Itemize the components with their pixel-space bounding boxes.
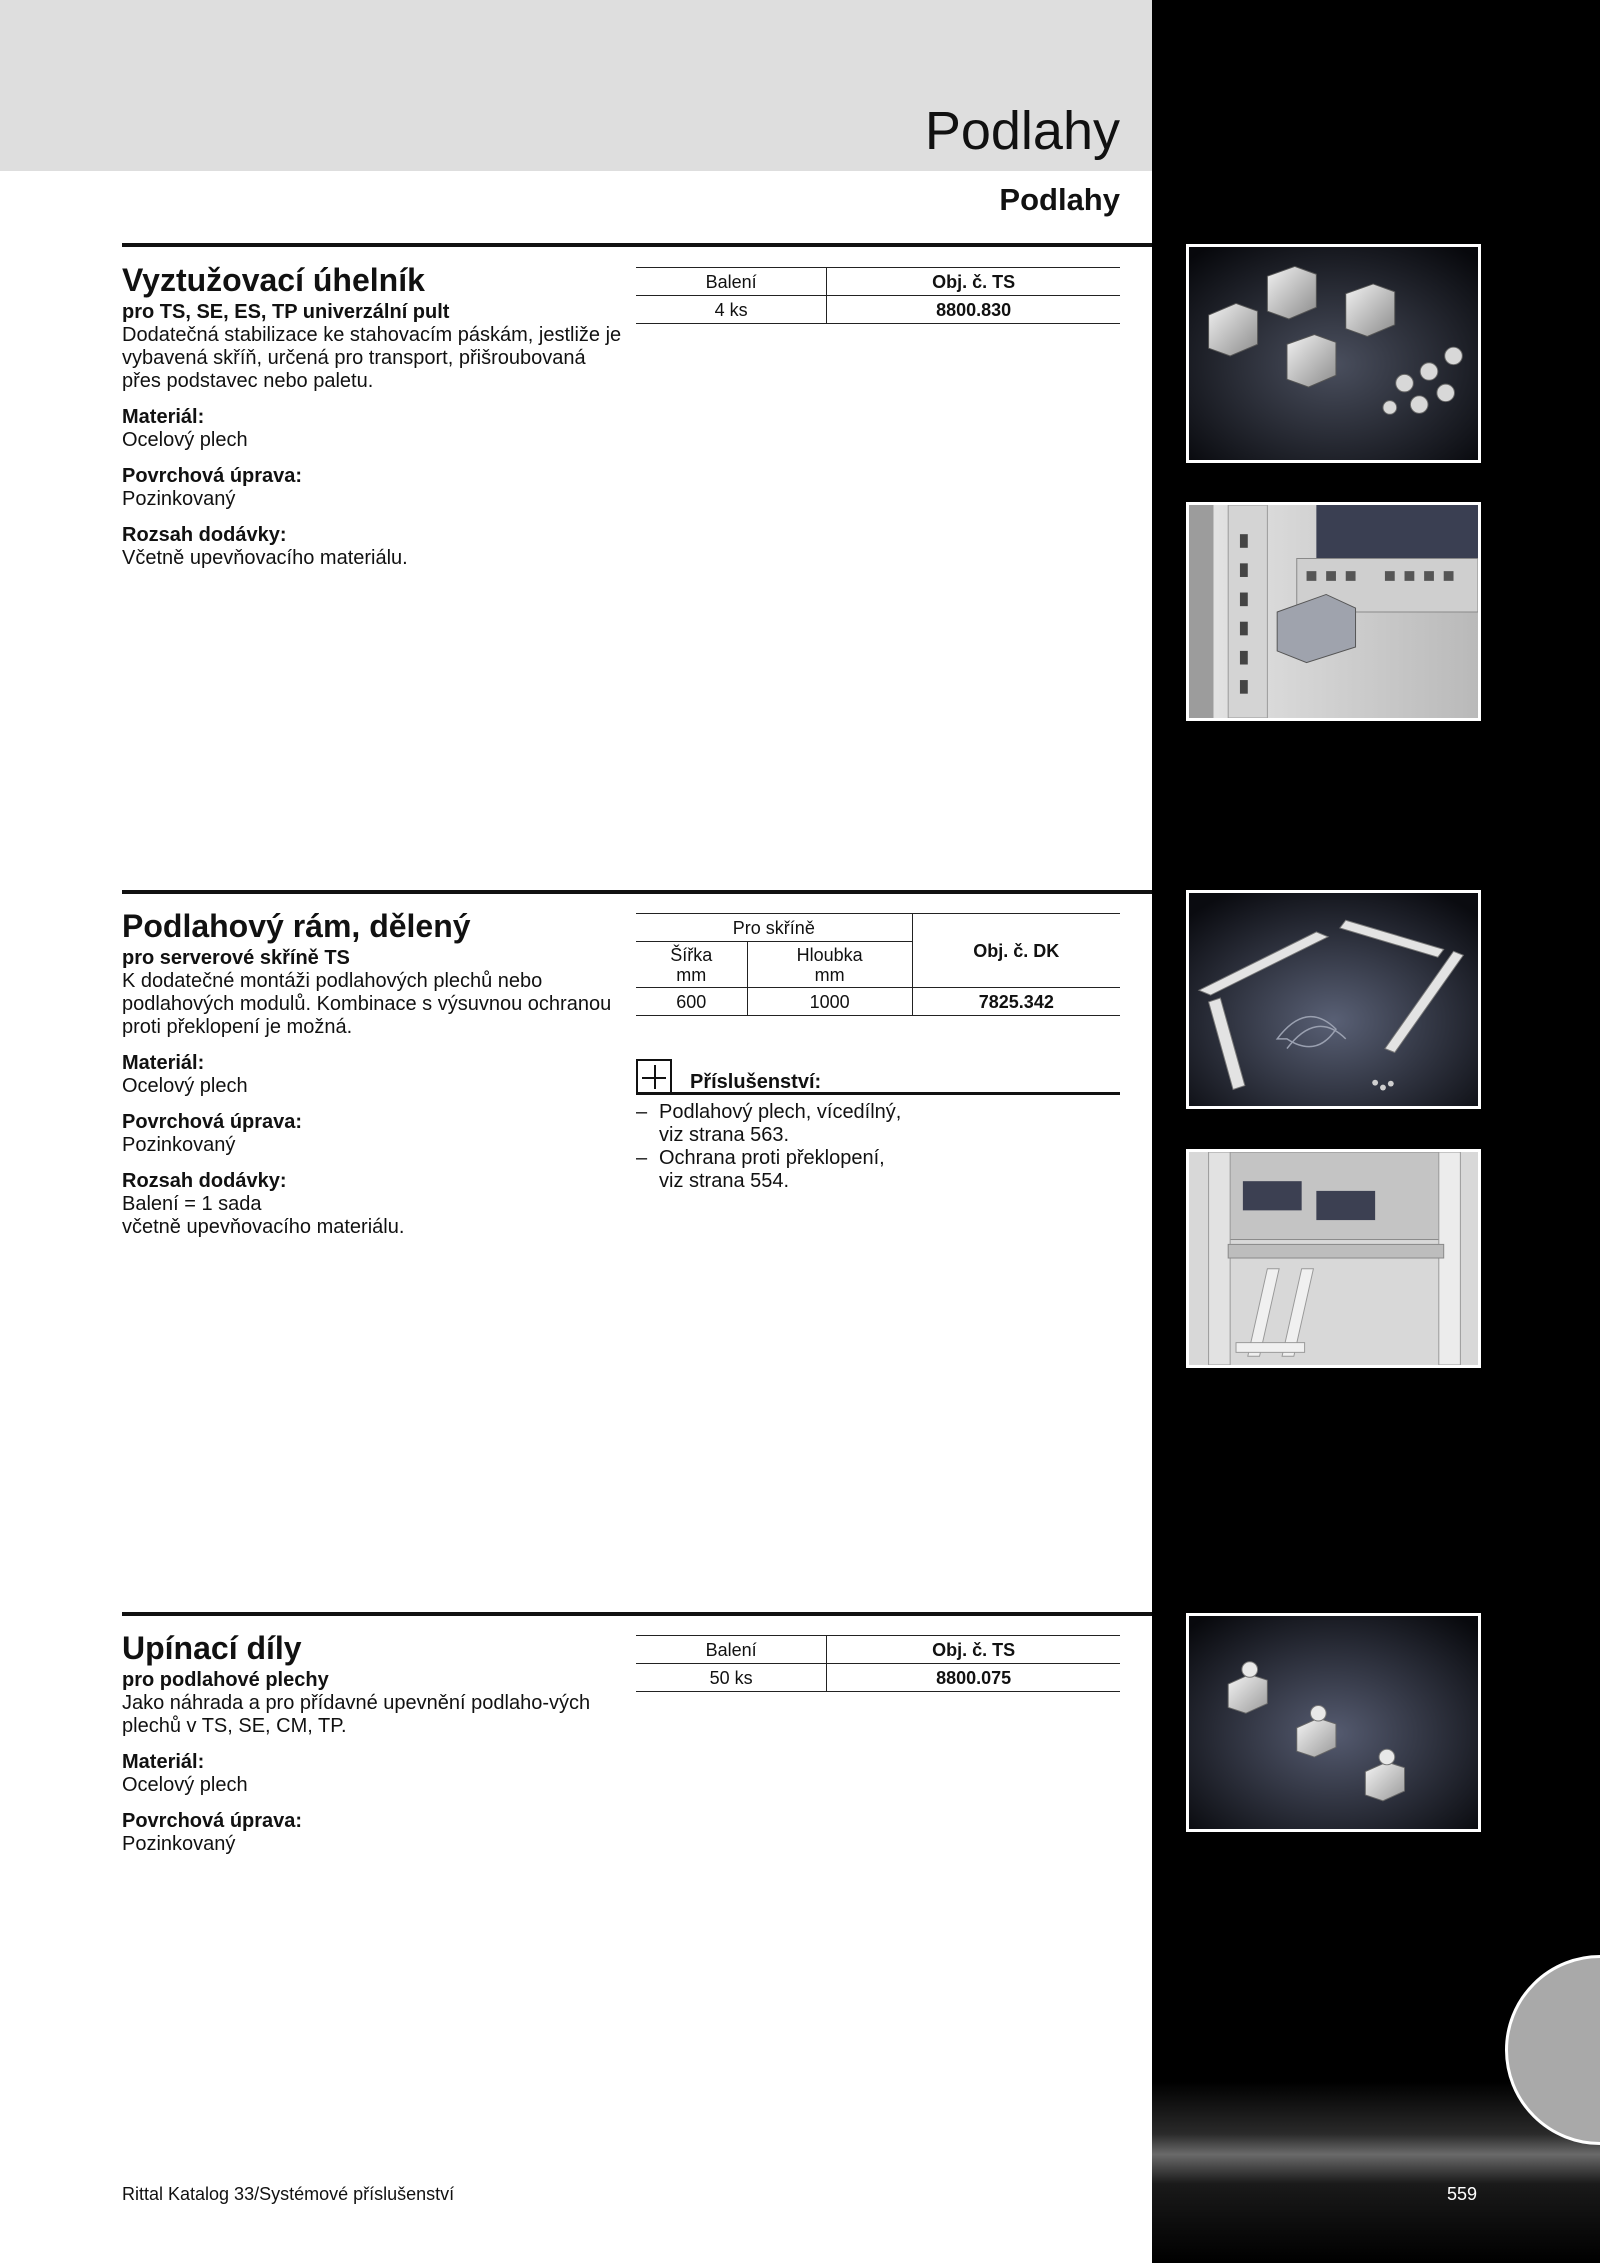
section-divider — [122, 890, 1152, 894]
accessories-list — [636, 1101, 1120, 1193]
list-item[interactable] — [636, 1101, 956, 1147]
accessory-page-ref: viz strana 563. — [659, 1124, 790, 1146]
product-description — [122, 947, 622, 1239]
material-label: Materiál: — [122, 1052, 205, 1074]
supply-label: Rozsah dodávky: — [122, 1170, 287, 1192]
table-row — [636, 988, 1120, 1016]
table-header-packaging: Balení — [636, 1636, 827, 1664]
product-photo-brackets — [1186, 244, 1481, 463]
section-title: Podlahy — [999, 182, 1120, 217]
material-value: Ocelový plech — [122, 1075, 248, 1097]
surface-label: Povrchová úprava: — [122, 1810, 303, 1832]
product-text: Dodatečná stabilizace ke stahovacím páskám, jestliže je vybavená skříň, určená pro transport, přišroubovaná přes podstavec nebo paletu. — [122, 324, 622, 392]
surface-value: Pozinkovaný — [122, 488, 236, 510]
order-table — [636, 267, 1120, 324]
material-value: Ocelový plech — [122, 1774, 248, 1796]
accessories-section — [636, 1059, 1120, 1193]
table-row — [636, 1664, 1120, 1692]
table-cell-width: 600 — [636, 988, 747, 1016]
table-header-width — [636, 942, 747, 988]
width-label: Šířka — [670, 944, 713, 965]
table-cell-order-no[interactable]: 8800.830 — [827, 296, 1120, 324]
product-subtitle: pro podlahové plechy — [122, 1669, 329, 1691]
depth-label: Hloubka — [796, 944, 863, 965]
product-photo-floor-frame — [1186, 890, 1481, 1109]
width-unit: mm — [676, 964, 707, 985]
accessory-name: Ochrana proti překlopení, — [659, 1147, 885, 1169]
table-header-group: Pro skříně — [636, 914, 912, 942]
accessory-page-ref: viz strana 554. — [659, 1170, 790, 1192]
order-table — [636, 913, 1120, 1016]
product-subtitle: pro serverové skříně TS — [122, 947, 350, 969]
product-subtitle: pro TS, SE, ES, TP univerzální pult — [122, 301, 450, 323]
supply-value-2: včetně upevňovacího materiálu. — [122, 1216, 405, 1238]
section-divider — [122, 1612, 1152, 1616]
accessories-title: Příslušenství: — [690, 1071, 822, 1093]
supply-value: Včetně upevňovacího materiálu. — [122, 547, 408, 569]
material-value: Ocelový plech — [122, 429, 248, 451]
product-title: Upínací díly — [122, 1630, 302, 1666]
surface-label: Povrchová úprava: — [122, 465, 303, 487]
table-cell-packaging: 50 ks — [636, 1664, 827, 1692]
depth-unit: mm — [814, 964, 845, 985]
product-photo-frame-installed — [1186, 1149, 1481, 1368]
table-cell-order-no[interactable]: 8800.075 — [827, 1664, 1120, 1692]
table-cell-packaging: 4 ks — [636, 296, 827, 324]
product-photo-installed — [1186, 502, 1481, 721]
product-text: Jako náhrada a pro přídavné upevnění podlaho-vých plechů v TS, SE, CM, TP. — [122, 1692, 591, 1737]
product-title: Vyztužovací úhelník — [122, 262, 425, 298]
surface-value: Pozinkovaný — [122, 1134, 236, 1156]
table-header-order-no: Obj. č. DK — [912, 914, 1120, 988]
supply-label: Rozsah dodávky: — [122, 524, 287, 546]
surface-value: Pozinkovaný — [122, 1833, 236, 1855]
table-header-order-no: Obj. č. TS — [827, 1636, 1120, 1664]
table-header-packaging: Balení — [636, 268, 827, 296]
accessories-header — [636, 1059, 1120, 1095]
footer-catalog: Rittal Katalog 33/Systémové příslušenství — [122, 2184, 455, 2204]
product-description — [122, 1669, 622, 1856]
product-photo-clamps — [1186, 1613, 1481, 1832]
order-table — [636, 1635, 1120, 1692]
product-title: Podlahový rám, dělený — [122, 908, 471, 944]
surface-label: Povrchová úprava: — [122, 1111, 303, 1133]
table-row — [636, 296, 1120, 324]
table-cell-depth: 1000 — [747, 988, 912, 1016]
section-divider — [122, 243, 1152, 247]
chapter-title: Podlahy — [924, 101, 1120, 161]
supply-value: Balení = 1 sada — [122, 1193, 262, 1215]
product-text: K dodatečné montáži podlahových plechů nebo podlahových modulů. Kombinace s výsuvnou ochranou proti překlopení je možná. — [122, 970, 612, 1038]
accessory-name: Podlahový plech, vícedílný, — [659, 1101, 902, 1123]
product-description — [122, 301, 622, 570]
material-label: Materiál: — [122, 1751, 205, 1773]
table-header-order-no: Obj. č. TS — [827, 268, 1120, 296]
plus-icon — [636, 1059, 672, 1095]
table-header-depth — [747, 942, 912, 988]
material-label: Materiál: — [122, 406, 205, 428]
table-cell-order-no[interactable]: 7825.342 — [912, 988, 1120, 1016]
list-item[interactable] — [636, 1147, 956, 1193]
page-number: 559 — [1447, 2184, 1478, 2204]
